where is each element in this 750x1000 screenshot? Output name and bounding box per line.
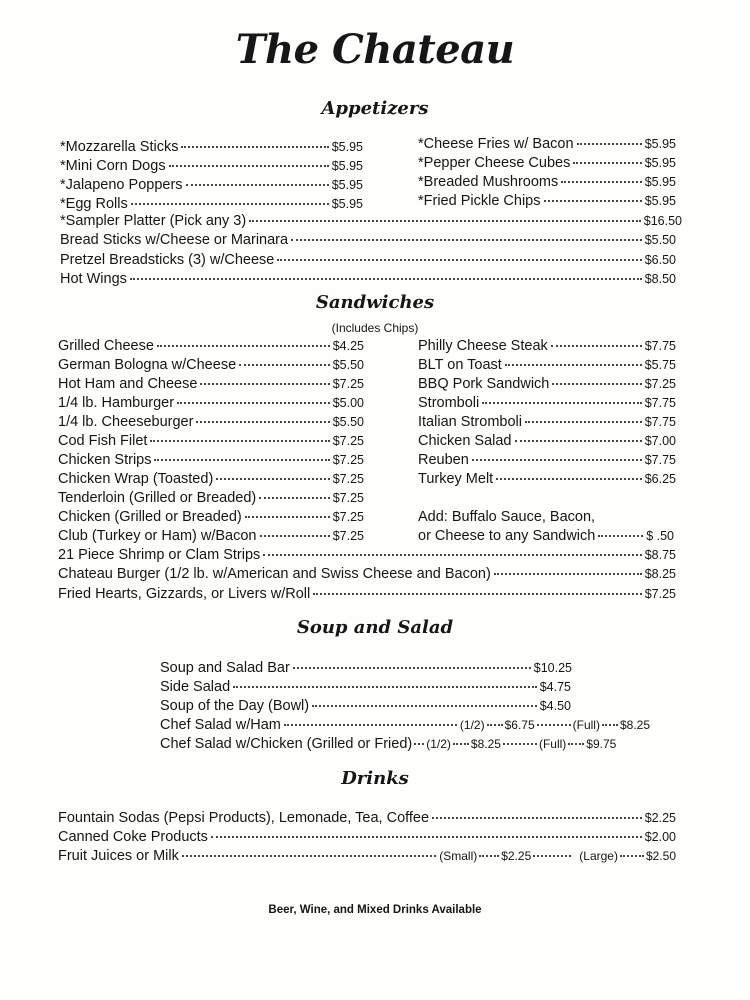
- menu-item: BBQ Pork Sandwich $7.25: [418, 376, 676, 392]
- menu-item: *Breaded Mushrooms $5.95: [418, 174, 676, 190]
- menu-item: Reuben $7.75: [418, 452, 676, 468]
- chef-salad-chicken-row: Chef Salad w/Chicken (Grilled or Fried) (1/2) $8.25 (Full) $9.75: [160, 736, 617, 752]
- menu-item: *Mozzarella Sticks $5.95: [60, 139, 363, 155]
- menu-item: Pretzel Breadsticks (3) w/Cheese $6.50: [60, 252, 676, 268]
- footer-note: Beer, Wine, and Mixed Drinks Available: [268, 904, 482, 916]
- menu-item: Grilled Cheese $4.25: [58, 338, 364, 354]
- menu-item: *Mini Corn Dogs $5.95: [60, 158, 363, 174]
- menu-item: *Cheese Fries w/ Bacon $5.95: [418, 136, 676, 152]
- juice-row: Fruit Juices or Milk (Small) $2.25 (Large) $2.50: [58, 848, 676, 864]
- menu-item: Chicken Strips $7.25: [58, 452, 364, 468]
- soup-salad-heading: Soup and Salad: [296, 617, 454, 638]
- menu-item: Stromboli $7.75: [418, 395, 676, 411]
- menu-item: Fountain Sodas (Pepsi Products), Lemonade, Tea, Coffee $2.25: [58, 810, 676, 826]
- menu-item: German Bologna w/Cheese $5.50: [58, 357, 364, 373]
- appetizers-heading: Appetizers: [321, 98, 429, 119]
- menu-item: *Fried Pickle Chips $5.95: [418, 193, 676, 209]
- menu-item: Chateau Burger (1/2 lb. w/American and Swiss Cheese and Bacon) $8.25: [58, 566, 676, 582]
- menu-item: Chicken Salad $7.00: [418, 433, 676, 449]
- menu-item: *Jalapeno Poppers $5.95: [60, 177, 363, 193]
- menu-item: Turkey Melt $6.25: [418, 471, 676, 487]
- chef-salad-ham-row: Chef Salad w/Ham (1/2) $6.75 (Full) $8.25: [160, 717, 650, 733]
- menu-item: Club (Turkey or Ham) w/Bacon $7.25: [58, 528, 364, 544]
- menu-item: Chicken Wrap (Toasted) $7.25: [58, 471, 364, 487]
- menu-item: *Egg Rolls $5.95: [60, 196, 363, 212]
- menu-item: *Pepper Cheese Cubes $5.95: [418, 155, 676, 171]
- menu-item: Canned Coke Products $2.00: [58, 829, 676, 845]
- menu-item: Hot Wings $8.50: [60, 271, 676, 287]
- menu-title: The Chateau: [235, 26, 515, 73]
- menu-item: Tenderloin (Grilled or Breaded) $7.25: [58, 490, 364, 506]
- menu-item: Chicken (Grilled or Breaded) $7.25: [58, 509, 364, 525]
- menu-item: 21 Piece Shrimp or Clam Strips $8.75: [58, 547, 676, 563]
- sandwiches-note: (Includes Chips): [331, 321, 419, 335]
- menu-item: Hot Ham and Cheese $7.25: [58, 376, 364, 392]
- menu-item: Italian Stromboli $7.75: [418, 414, 676, 430]
- sandwiches-heading: Sandwiches: [315, 292, 435, 313]
- menu-item: Philly Cheese Steak $7.75: [418, 338, 676, 354]
- sandwich-addon-price: or Cheese to any Sandwich $ .50: [418, 528, 674, 544]
- drinks-heading: Drinks: [341, 768, 409, 789]
- menu-item: 1/4 lb. Hamburger $5.00: [58, 395, 364, 411]
- menu-item: Fried Hearts, Gizzards, or Livers w/Roll $7.25: [58, 586, 676, 602]
- menu-item: BLT on Toast $5.75: [418, 357, 676, 373]
- sandwich-addon-line: Add: Buffalo Sauce, Bacon,: [418, 509, 596, 525]
- menu-item: Side Salad $4.75: [160, 679, 571, 695]
- menu-item: Soup of the Day (Bowl) $4.50: [160, 698, 571, 714]
- menu-item: 1/4 lb. Cheeseburger $5.50: [58, 414, 364, 430]
- menu-item: *Sampler Platter (Pick any 3) $16.50: [60, 213, 682, 229]
- menu-item: Cod Fish Filet $7.25: [58, 433, 364, 449]
- menu-item: Soup and Salad Bar $10.25: [160, 660, 572, 676]
- menu-item: Bread Sticks w/Cheese or Marinara $5.50: [60, 232, 676, 248]
